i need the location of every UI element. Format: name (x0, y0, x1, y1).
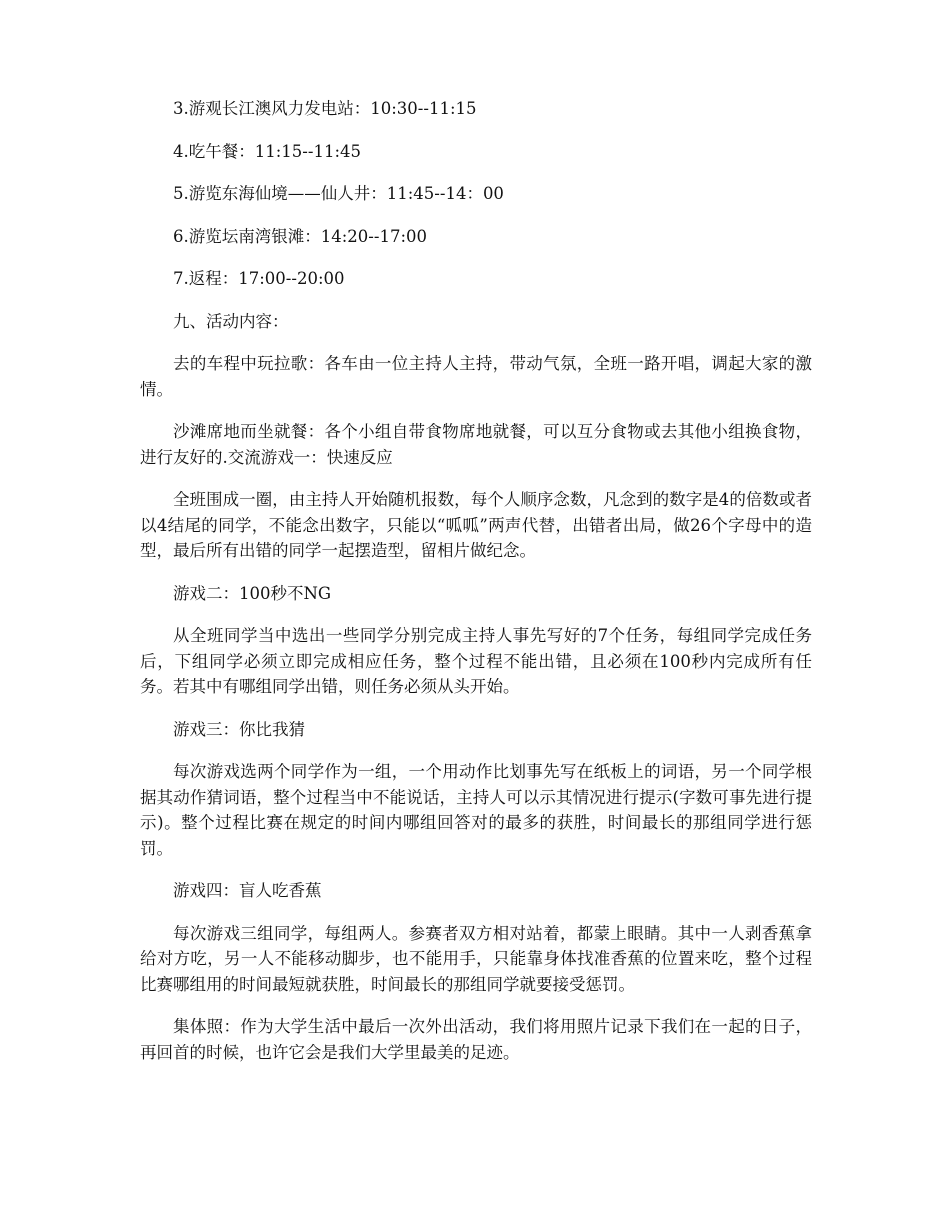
schedule-item-7: 7.返程：17:00--20:00 (173, 269, 345, 288)
paragraph-group-photo: 集体照：作为大学生活中最后一次外出活动，我们将用照片记录下我们在一起的日子，再回首的时候，也许它会是我们大学里最美的足迹。 (140, 1017, 812, 1062)
game-three-heading: 游戏三：你比我猜 (173, 719, 305, 739)
game-two-heading: 游戏二：100秒不NG (173, 583, 332, 603)
paragraph-game-four-rules: 每次游戏三组同学，每组两人。参赛者双方相对站着，都蒙上眼睛。其中一人剥香蕉拿给对方吃，另一人不能移动脚步，也不能用手，只能靠身体找准香蕉的位置来吃，整个过程比赛哪组用的时间最短就获胜，时间最长的那组同学就要接受惩罚。 (140, 923, 812, 994)
schedule-item-4: 4.吃午餐：11:15--11:45 (173, 141, 361, 161)
paragraph-game-one-rules: 全班围成一圈，由主持人开始随机报数，每个人顺序念数，凡念到的数字是4的倍数或者以4结尾的同学，不能念出数字，只能以“呱呱”两声代替，出错者出局，做26个字母中的造型，最后所有出错的同学一起摆造型，留相片做纪念。 (140, 490, 812, 560)
schedule-item-5: 5.游览东海仙境——仙人井：11:45--14：00 (173, 184, 504, 203)
paragraph-bus-songs: 去的车程中玩拉歌：各车由一位主持人主持，带动气氛，全班一路开唱，调起大家的激情。 (140, 354, 812, 399)
paragraph-game-three-rules: 每次游戏选两个同学作为一组，一个用动作比划事先写在纸板上的词语，另一个同学根据其动作猜词语，整个过程当中不能说话，主持人可以示其情况进行提示(字数可事先进行提示)。整个过程比赛在规定的时间内哪组回答对的最多的获胜，时间最长的那组同学进行惩罚。 (140, 762, 812, 858)
game-four-heading: 游戏四：盲人吃香蕉 (173, 881, 322, 900)
paragraph-game-two-rules: 从全班同学当中选出一些同学分别完成主持人事先写好的7个任务，每组同学完成任务后，下组同学必须立即完成相应任务，整个过程不能出错，且必须在100秒内完成所有任务。若其中有哪组同学出错，则任务必须从头开始。 (140, 626, 812, 696)
schedule-item-3: 3.游观长江澳风力发电站：10:30--11:15 (173, 99, 477, 118)
document-body (140, 96, 812, 1082)
paragraph-beach-meal: 沙滩席地而坐就餐：各个小组自带食物席地就餐，可以互分食物或去其他小组换食物，进行友好的.交流游戏一：快速反应 (140, 422, 812, 467)
schedule-item-6: 6.游览坛南湾银滩：14:20--17:00 (173, 226, 427, 246)
section-heading-activities: 九、活动内容： (173, 311, 289, 331)
